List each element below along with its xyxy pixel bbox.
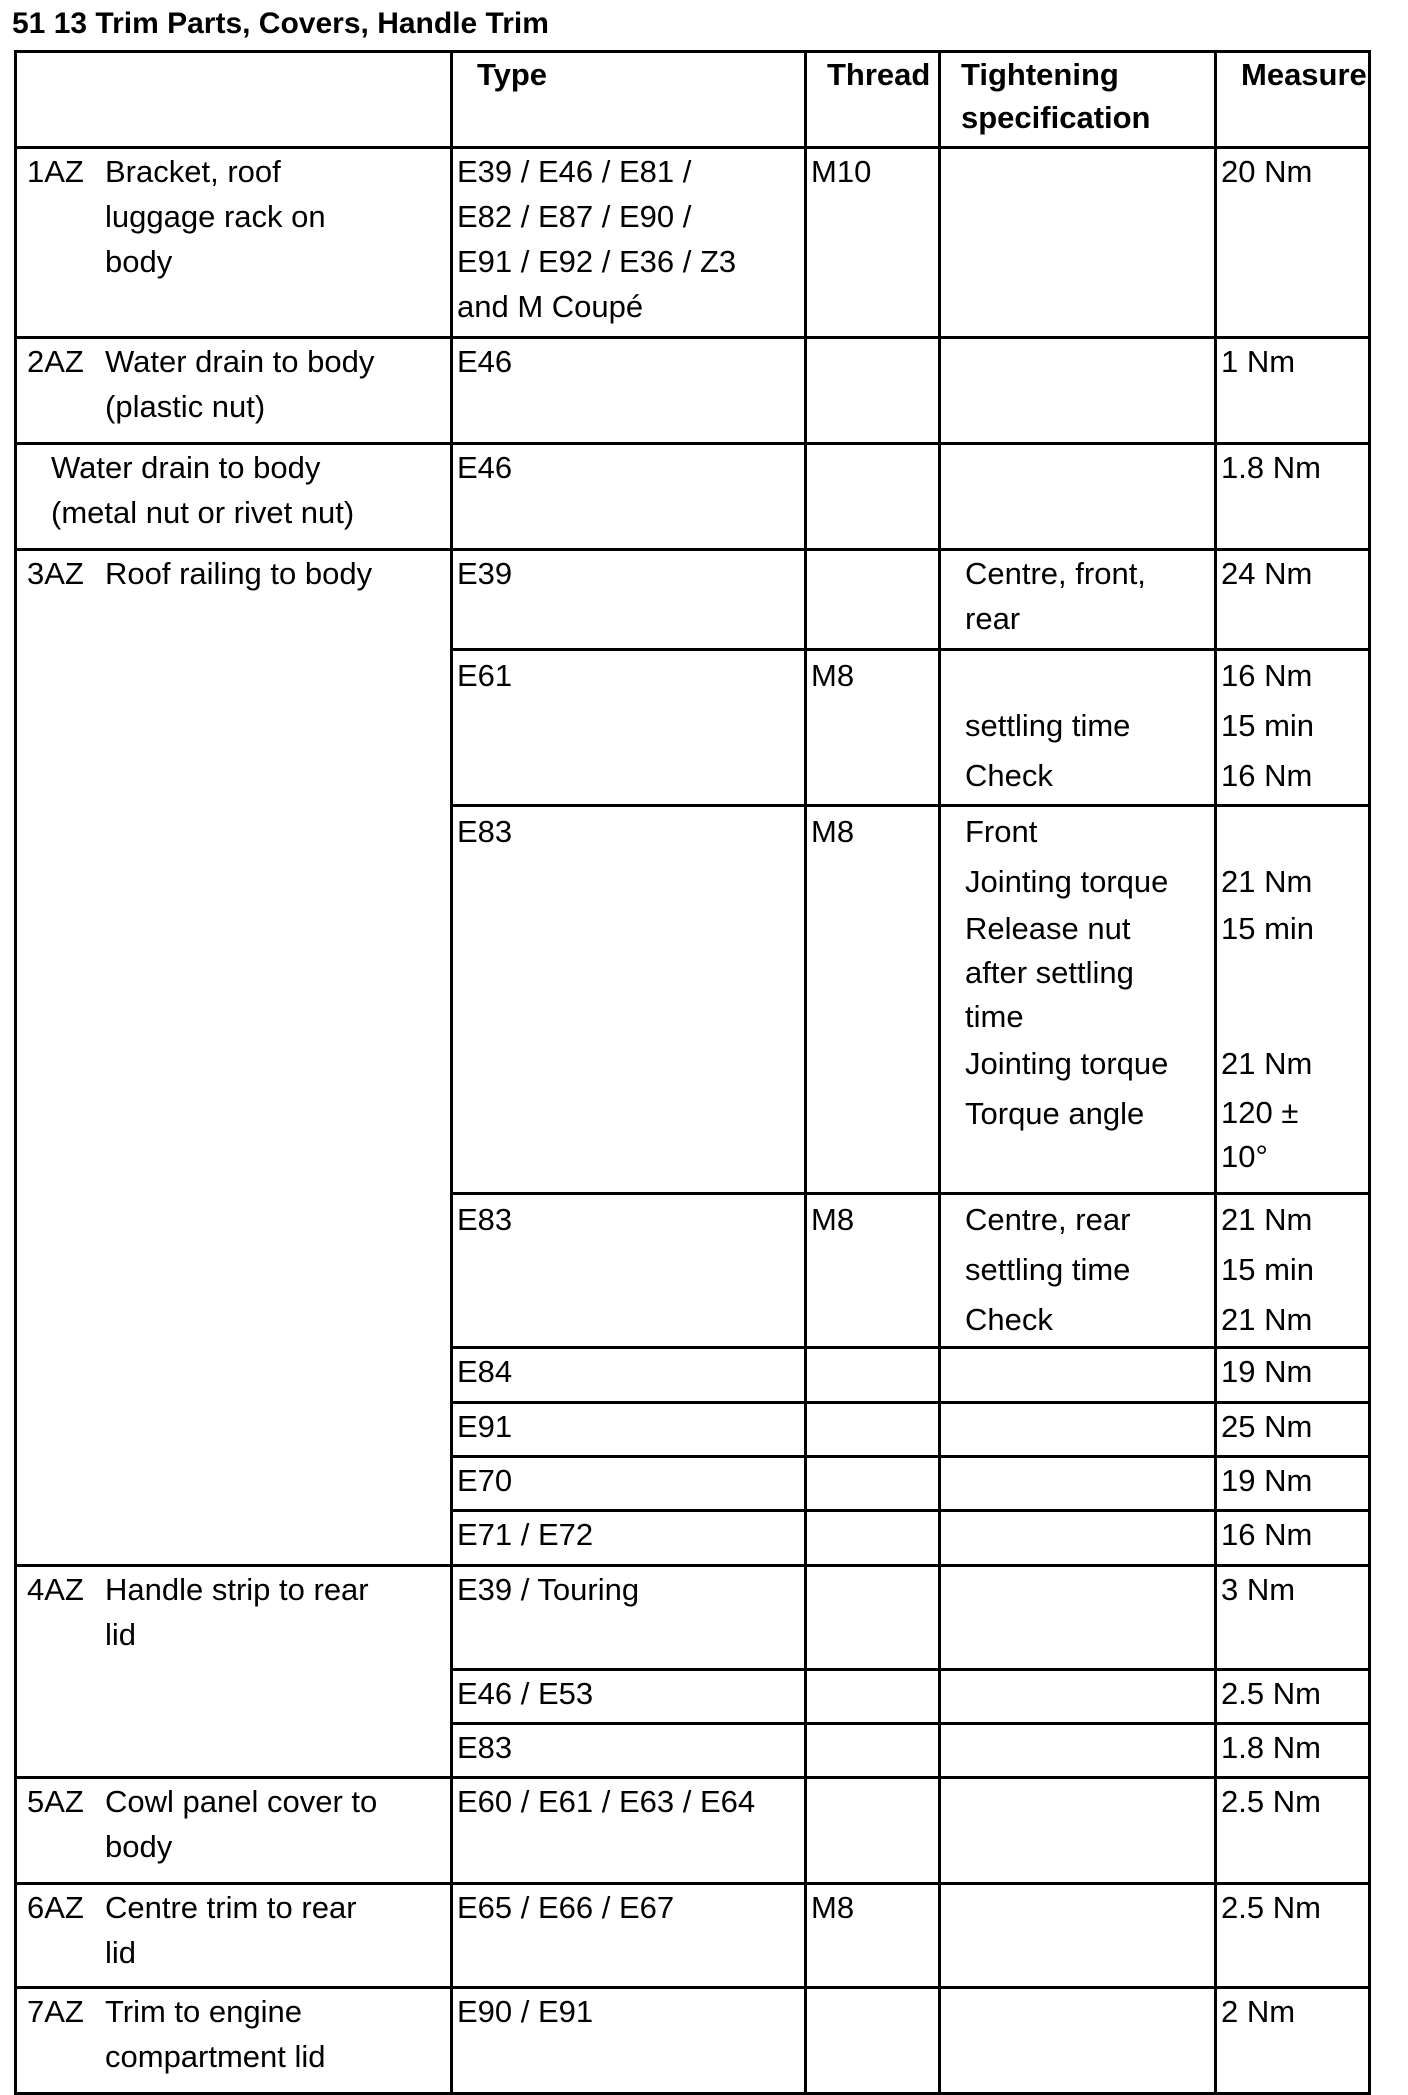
measure-cell: 20 Nm <box>1216 148 1370 338</box>
type-cell: E60 / E61 / E63 / E64 <box>452 1778 806 1884</box>
spec-cell <box>940 1457 1216 1511</box>
spec-cell: settling time Check <box>940 650 1216 806</box>
type-cell: E39 / Touring <box>452 1566 806 1670</box>
table-row <box>16 1566 1370 1670</box>
type-cell: E71 / E72 <box>452 1511 806 1566</box>
spec-cell <box>940 1670 1216 1724</box>
header-thread: Thread <box>806 52 940 148</box>
measure-cell: 19 Nm <box>1216 1457 1370 1511</box>
type-cell: E70 <box>452 1457 806 1511</box>
type-cell: E90 / E91 <box>452 1988 806 2094</box>
spec-cell <box>940 1778 1216 1884</box>
spec-cell <box>940 444 1216 550</box>
spec-cell <box>940 1403 1216 1457</box>
thread-cell <box>806 1457 940 1511</box>
thread-cell <box>806 1670 940 1724</box>
type-cell: E46 / E53 <box>452 1670 806 1724</box>
table-row <box>16 1988 1370 2094</box>
thread-cell <box>806 550 940 650</box>
component-cell <box>16 550 452 1566</box>
page-title: 51 13 Trim Parts, Covers, Handle Trim <box>12 7 549 40</box>
header-spec-line2: specification <box>961 100 1151 135</box>
item-desc: Trim to engine compartment lid <box>105 1994 326 2074</box>
item-id: 1AZ <box>27 154 84 189</box>
item-desc: Water drain to body <box>51 450 321 485</box>
spec-cell <box>940 1724 1216 1778</box>
thread-cell <box>806 1511 940 1566</box>
thread-cell <box>806 338 940 444</box>
item-desc: Cowl panel cover to body <box>105 1784 378 1864</box>
type-cell: E46 <box>452 444 806 550</box>
item-id: 2AZ <box>27 344 84 379</box>
measure-cell: 16 Nm <box>1216 1511 1370 1566</box>
spec-cell: Front Jointing torque Release nut after settling time Jointing torque Torque angle <box>940 806 1216 1194</box>
table-row <box>16 338 1370 444</box>
spec-cell: Centre, rear settling time Check <box>940 1194 1216 1348</box>
type-cell: E84 <box>452 1348 806 1403</box>
spec-cell <box>940 1511 1216 1566</box>
thread-cell <box>806 1348 940 1403</box>
thread-cell <box>806 444 940 550</box>
measure-cell: 1 Nm <box>1216 338 1370 444</box>
component-cell <box>16 1884 452 1988</box>
type-cell: E65 / E66 / E67 <box>452 1884 806 1988</box>
measure-cell: 21 Nm 15 min 21 Nm <box>1216 1194 1370 1348</box>
thread-cell <box>806 1566 940 1670</box>
item-desc: Bracket, roof luggage rack on body <box>105 154 326 279</box>
spec-cell <box>940 1566 1216 1670</box>
spec-cell <box>940 148 1216 338</box>
thread-cell <box>806 1988 940 2094</box>
table-row <box>16 550 1370 650</box>
measure-cell: 2.5 Nm <box>1216 1670 1370 1724</box>
item-desc: Water drain to body (plastic nut) <box>105 344 375 424</box>
type-cell: E83 <box>452 1724 806 1778</box>
table-row <box>16 148 1370 338</box>
spec-cell <box>940 1884 1216 1988</box>
measure-cell: 19 Nm <box>1216 1348 1370 1403</box>
component-cell <box>16 148 452 338</box>
type-cell: E39 / E46 / E81 / E82 / E87 / E90 / E91 / E92 / E36 / Z3 and M Coupé <box>452 148 806 338</box>
thread-cell <box>806 1724 940 1778</box>
item-id: 3AZ <box>27 556 84 591</box>
component-cell: Water drain to body (metal nut or rivet nut) <box>16 444 452 550</box>
thread-cell <box>806 1403 940 1457</box>
component-cell <box>16 1566 452 1778</box>
measure-cell: 1.8 Nm <box>1216 444 1370 550</box>
header-component <box>16 52 452 148</box>
measure-cell: 1.8 Nm <box>1216 1724 1370 1778</box>
measure-cell: 21 Nm 15 min 21 Nm 120 ± 10° <box>1216 806 1370 1194</box>
type-cell: E83 <box>452 806 806 1194</box>
item-id: 6AZ <box>27 1890 84 1925</box>
component-cell <box>16 1778 452 1884</box>
measure-cell: 3 Nm <box>1216 1566 1370 1670</box>
thread-cell: M10 <box>806 148 940 338</box>
spec-cell <box>940 1348 1216 1403</box>
measure-cell: 2.5 Nm <box>1216 1884 1370 1988</box>
header-row <box>16 52 1370 148</box>
table-row <box>16 1884 1370 1988</box>
spec-cell: Centre, front, rear <box>940 550 1216 650</box>
spec-cell <box>940 1988 1216 2094</box>
thread-cell: M8 <box>806 650 940 806</box>
type-cell: E61 <box>452 650 806 806</box>
header-spec <box>940 52 1216 148</box>
component-cell <box>16 1988 452 2094</box>
measure-cell: 24 Nm <box>1216 550 1370 650</box>
measure-cell: 2 Nm <box>1216 1988 1370 2094</box>
header-measure: Measure <box>1216 52 1370 148</box>
type-cell: E46 <box>452 338 806 444</box>
item-id: 7AZ <box>27 1994 84 2029</box>
item-id: 4AZ <box>27 1572 84 1607</box>
table-row <box>16 1778 1370 1884</box>
component-cell <box>16 338 452 444</box>
item-id: 5AZ <box>27 1784 84 1819</box>
measure-cell: 2.5 Nm <box>1216 1778 1370 1884</box>
header-type: Type <box>452 52 806 148</box>
type-cell: E91 <box>452 1403 806 1457</box>
item-desc: Centre trim to rear lid <box>105 1890 357 1970</box>
thread-cell: M8 <box>806 806 940 1194</box>
header-spec-line1: Tightening <box>961 57 1119 92</box>
thread-cell: M8 <box>806 1194 940 1348</box>
type-cell: E83 <box>452 1194 806 1348</box>
item-desc: Roof railing to body <box>105 556 373 591</box>
table-row <box>16 444 1370 550</box>
item-desc: Handle strip to rear lid <box>105 1572 369 1652</box>
thread-cell: M8 <box>806 1884 940 1988</box>
measure-cell: 16 Nm 15 min 16 Nm <box>1216 650 1370 806</box>
thread-cell <box>806 1778 940 1884</box>
spec-cell <box>940 338 1216 444</box>
measure-cell: 25 Nm <box>1216 1403 1370 1457</box>
type-cell: E39 <box>452 550 806 650</box>
torque-table <box>14 50 1371 2095</box>
